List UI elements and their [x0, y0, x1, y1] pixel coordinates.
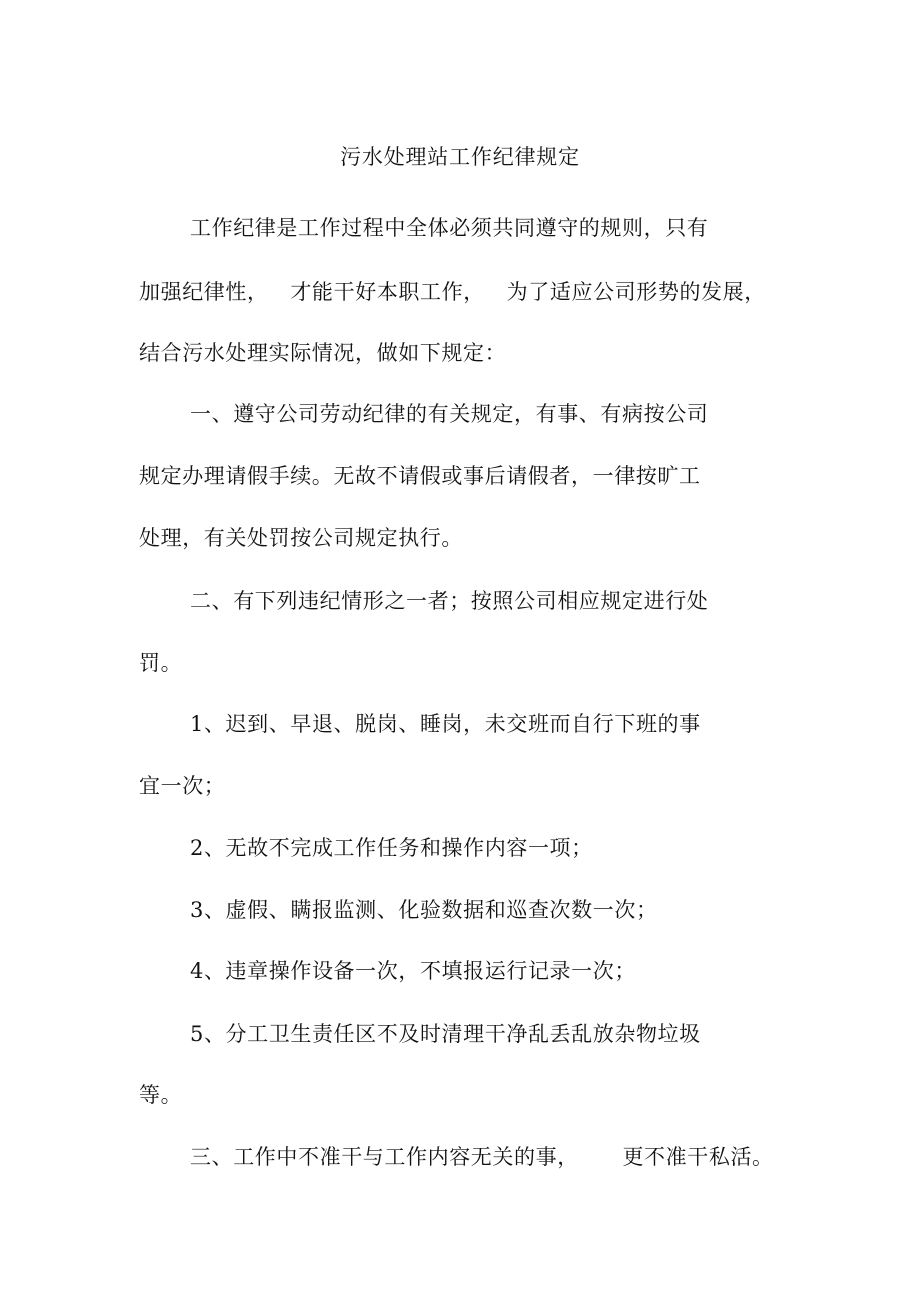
list-item-line: 等。	[139, 1083, 183, 1107]
document-title: 污水处理站工作纪律规定	[340, 145, 580, 169]
list-item-line: 5、分工卫生责任区不及时清理干净乱丢乱放杂物垃圾	[190, 1022, 701, 1046]
list-item-line: 1、迟到、早退、脱岗、睡岗，未交班而自行下班的事	[190, 712, 701, 736]
list-item-line: 3、虚假、瞒报监测、化验数据和巡查次数一次；	[190, 898, 658, 922]
paragraph-line: 一、遵守公司劳动纪律的有关规定，有事、有病按公司	[190, 402, 709, 426]
paragraph-line: 规定办理请假手续。无故不请假或事后请假者，一律按旷工	[139, 464, 701, 488]
paragraph-line: 工作纪律是工作过程中全体必须共同遵守的规则，只有	[190, 216, 709, 240]
paragraph-line: 罚。	[139, 651, 183, 675]
list-item-line: 4、违章操作设备一次，不填报运行记录一次；	[190, 959, 636, 983]
list-item-line: 宜一次；	[139, 774, 226, 798]
paragraph-line: 结合污水处理实际情况，做如下规定：	[139, 341, 507, 365]
list-item-line: 2、无故不完成工作任务和操作内容一项；	[190, 836, 593, 860]
paragraph-line: 三、工作中不准干与工作内容无关的事， 更不准干私活。	[190, 1145, 774, 1169]
paragraph-line: 加强纪律性， 才能干好本职工作， 为了适应公司形势的发展，	[139, 280, 766, 304]
paragraph-line: 处理，有关处罚按公司规定执行。	[139, 526, 463, 550]
paragraph-line: 二、有下列违纪情形之一者；按照公司相应规定进行处	[190, 589, 709, 613]
